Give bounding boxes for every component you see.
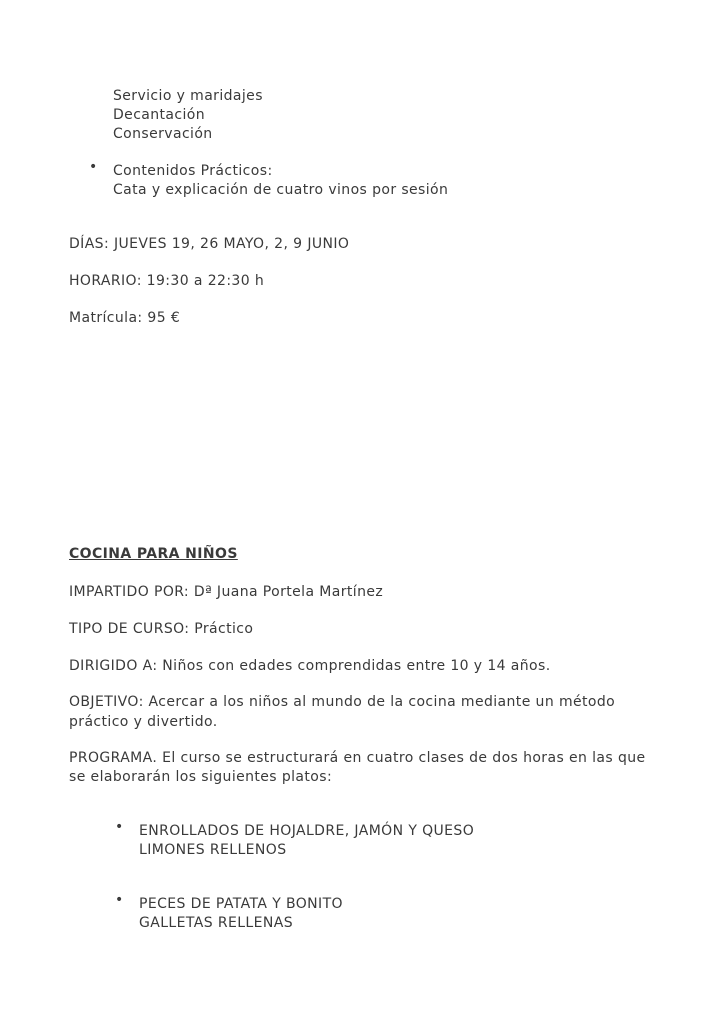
list-item-conservacion: Conservación: [113, 126, 213, 142]
section-title-cocina-para-ninos: COCINA PARA NIÑOS: [69, 546, 238, 562]
program-line-2: se elaborarán los siguientes platos:: [69, 769, 333, 785]
objective-line-2: práctico y divertido.: [69, 714, 218, 730]
program-line-1: PROGRAMA. El curso se estructurará en cuatro clases de dos horas en las que: [69, 750, 646, 766]
class-1-dish-2: LIMONES RELLENOS: [139, 842, 287, 858]
course-type: TIPO DE CURSO: Práctico: [69, 621, 254, 637]
course-fee: Matrícula: 95 €: [69, 310, 181, 326]
class-2-dish-2: GALLETAS RELLENAS: [139, 915, 294, 931]
class-1-dish-1: ENROLLADOS DE HOJALDRE, JAMÓN Y QUESO: [139, 823, 475, 839]
bullet-icon: •: [115, 892, 124, 908]
class-2-dish-1: PECES DE PATATA Y BONITO: [139, 896, 343, 912]
list-item-servicio: Servicio y maridajes: [113, 88, 263, 104]
target-audience: DIRIGIDO A: Niños con edades comprendidas entre 10 y 14 años.: [69, 658, 551, 674]
bullet-icon: •: [89, 159, 98, 175]
practical-contents-detail: Cata y explicación de cuatro vinos por sesión: [113, 182, 449, 198]
practical-contents-heading: Contenidos Prácticos:: [113, 163, 273, 179]
course-schedule: HORARIO: 19:30 a 22:30 h: [69, 273, 265, 289]
objective-line-1: OBJETIVO: Acercar a los niños al mundo de la cocina mediante un método: [69, 694, 616, 710]
list-item-decantacion: Decantación: [113, 107, 206, 123]
course-days: DÍAS: JUEVES 19, 26 MAYO, 2, 9 JUNIO: [69, 236, 350, 252]
taught-by: IMPARTIDO POR: Dª Juana Portela Martínez: [69, 584, 384, 600]
bullet-icon: •: [115, 819, 124, 835]
